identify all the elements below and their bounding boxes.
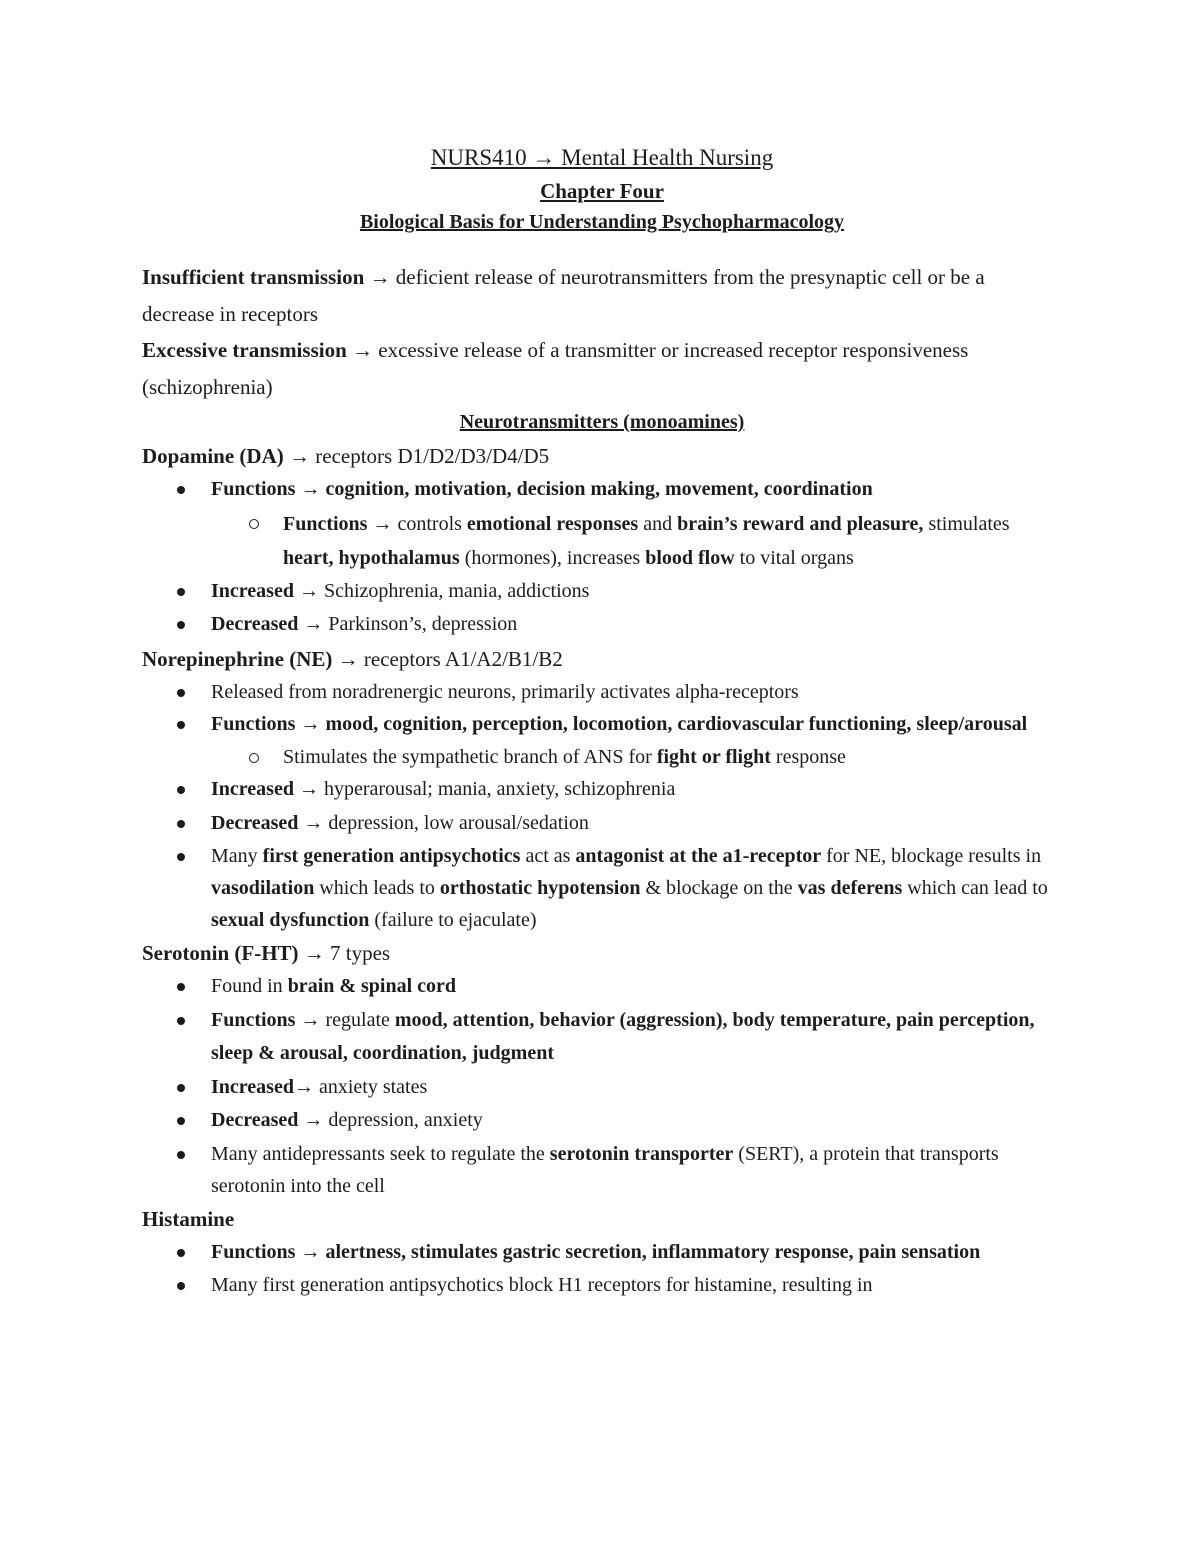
course-title: NURS410 → Mental Health Nursing [430,145,774,170]
bold-run: mood, attention, behavior (aggression), body temperature, pain perception, sleep & arousal, coordination, judgment [211,1008,1035,1064]
list-item [142,1004,1062,1071]
list-item [142,708,1062,742]
text-run: which can lead to [902,877,1048,899]
text-run: and [638,512,678,535]
insufficient-transmission-paragraph [142,259,1062,332]
serotonin-list [142,970,1062,1202]
bullet-text: Many first generation antipsychotics block H1 receptors for histamine, resulting in [211,1274,873,1296]
serotonin-types: → 7 types [298,941,391,965]
bullet-label: Functions [283,512,368,535]
text-run: Found in [211,975,288,997]
sub-list-item [142,507,1062,575]
section-heading-neurotransmitters: Neurotransmitters (monoamines) [459,411,745,433]
list-item [142,807,1062,841]
text-run: (failure to ejaculate) [369,909,537,931]
bold-run: brain & spinal cord [287,975,457,997]
bold-run: vasodilation [211,877,315,899]
list-item [142,676,1062,708]
histamine-heading [142,1202,1062,1236]
dopamine-heading [142,439,1062,473]
bold-run: fight or flight [656,746,771,768]
list-item [142,840,1062,936]
list-item [142,473,1062,507]
bold-run: serotonin transporter [549,1142,734,1165]
text-run: Many antidepressants seek to regulate the [211,1142,550,1165]
document-page [142,140,1062,1301]
text-run: to vital organs [734,546,854,569]
norepinephrine-receptors: → receptors A1/A2/B1/B2 [332,646,563,671]
list-item [142,1236,1062,1270]
text-run: act as [520,845,576,867]
bold-run: brain’s reward and pleasure, [677,512,924,535]
list-item [142,970,1062,1004]
bold-run: emotional responses [466,512,639,535]
list-item [142,608,1062,642]
bullet-text: → alertness, stimulates gastric secretion, inflammatory response, pain sensation [295,1240,981,1263]
bullet-label: Increased [211,778,294,800]
bullet-text: → hyperarousal; mania, anxiety, schizophrenia [293,778,676,800]
chapter-title: Chapter Four [540,179,664,203]
bullet-label: Functions [211,478,296,500]
norepinephrine-list [142,676,1062,937]
text-run: → controls [367,512,467,535]
list-item [142,1138,1062,1202]
bullet-text: → depression, low arousal/sedation [298,811,589,834]
histamine-list [142,1236,1062,1302]
bold-run: heart, hypothalamus [283,546,460,569]
text-run: response [770,746,846,768]
text-run: stimulates [923,512,1010,535]
serotonin-heading [142,936,1062,970]
bold-run: first generation antipsychotics [262,845,521,867]
bold-run: vas deferens [797,877,903,899]
excessive-transmission-paragraph [142,332,1062,405]
bullet-label: Decreased [211,811,299,834]
bullet-text: → depression, anxiety [298,1109,483,1131]
bold-run: antagonist at the a1-receptor [575,845,822,867]
bullet-text: → Schizophrenia, mania, addictions [293,579,590,602]
list-item [142,1104,1062,1138]
dopamine-receptors: → receptors D1/D2/D3/D4/D5 [283,444,550,468]
bullet-label: Decreased [211,613,299,635]
bullet-text: → cognition, motivation, decision making, movement, coordination [295,478,873,500]
bullet-label: Increased [211,579,294,602]
bullet-label: Functions [211,1240,296,1263]
norepinephrine-name: Norepinephrine (NE) [142,646,333,671]
insufficient-term: Insufficient transmission [142,265,365,289]
chapter-subtitle: Biological Basis for Understanding Psychopharmacology [359,211,845,233]
list-item [142,575,1062,609]
text-run: which leads to [314,877,440,899]
text-run: (SERT), a protein that transports serotonin into the cell [211,1142,999,1197]
list-item [142,1071,1062,1105]
bullet-label: Decreased [211,1109,299,1131]
text-run: → regulate [295,1008,395,1031]
bullet-label: Increased [211,1075,294,1098]
insufficient-text: → deficient release of neurotransmitters from the presynaptic cell or be a decrease in receptors [142,265,985,326]
bold-run: sexual dysfunction [211,909,370,931]
text-run: for NE, blockage results in [821,845,1042,867]
bullet-text: → Parkinson’s, depression [298,613,518,635]
dopamine-name: Dopamine (DA) [142,444,284,468]
dopamine-list [142,473,1062,642]
histamine-name: Histamine [142,1206,235,1231]
text-run: (hormones), increases [459,546,646,569]
bullet-text: → mood, cognition, perception, locomotion, cardiovascular functioning, sleep/arousal [295,712,1028,735]
norepinephrine-heading [142,642,1062,676]
bullet-label: Functions [211,1008,296,1031]
bold-run: orthostatic hypotension [439,877,641,899]
text-run: Many [211,845,263,867]
text-run: Stimulates the sympathetic branch of ANS for [283,746,657,768]
list-item [142,773,1062,807]
text-run: & blockage on the [640,877,798,899]
bullet-text: Released from noradrenergic neurons, primarily activates alpha-receptors [211,680,799,703]
serotonin-name: Serotonin (F-HT) [142,941,299,965]
list-item [142,1269,1062,1301]
bullet-label: Functions [211,712,296,735]
sub-list-item [142,741,1062,773]
bold-run: blood flow [645,546,735,569]
bullet-text: → anxiety states [293,1075,428,1098]
excessive-term: Excessive transmission [142,338,347,362]
excessive-text: → excessive release of a transmitter or increased receptor responsiveness (schizophrenia) [142,338,969,399]
